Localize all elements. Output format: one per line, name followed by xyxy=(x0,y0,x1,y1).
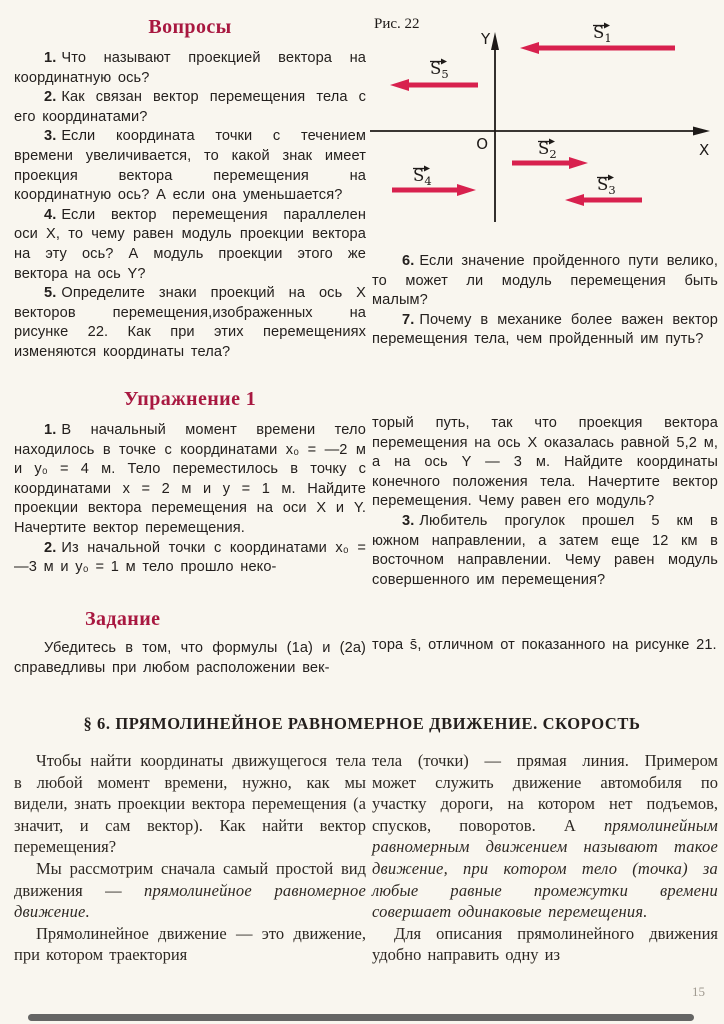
task-text-right: тора s̄, отличном от показанного на рисунке 21. xyxy=(372,637,717,653)
paragraph xyxy=(372,750,718,923)
section-6-heading: § 6. ПРЯМОЛИНЕЙНОЕ РАВНОМЕРНОЕ ДВИЖЕНИЕ. СКОРОСТЬ xyxy=(83,714,641,733)
question-number: 3. xyxy=(44,128,57,145)
question-number: 6. xyxy=(402,253,415,269)
exercise-number: 3. xyxy=(402,512,415,529)
vector-s1-arrowhead-icon xyxy=(520,42,539,54)
paragraph: Прямолинейное движение — это движение, при котором траектория xyxy=(14,923,366,965)
origin-label: O xyxy=(476,135,488,153)
exercise-section-right xyxy=(372,414,718,590)
paragraph xyxy=(14,858,366,923)
vector-label-s1-overarrow-head-icon xyxy=(604,23,610,29)
vector-s5-arrowhead-icon xyxy=(390,79,409,91)
page-bottom-edge xyxy=(28,1014,694,1021)
questions-section xyxy=(14,16,366,363)
exercise-heading: Упражнение 1 xyxy=(123,388,257,410)
figure-22-svg xyxy=(362,8,720,246)
task-heading: Задание xyxy=(85,608,161,630)
task-section xyxy=(14,608,366,678)
exercise-item-2 xyxy=(14,539,366,578)
paragraph-text: Мы рассмотрим сначала самый простой вид движения — xyxy=(14,858,366,900)
question-number: 4. xyxy=(44,206,57,223)
vector-label-s5-overarrow-head-icon xyxy=(441,59,447,65)
figure-caption: Рис. 22 xyxy=(374,16,420,32)
vector-label-s5: $S_5$ xyxy=(430,59,449,81)
question-item-3 xyxy=(14,127,366,205)
vector-s4-arrowhead-icon xyxy=(457,184,476,196)
question-text: Почему в механике более важен вектор перемещения тела, чем пройденный им путь? xyxy=(372,311,718,348)
question-text: Что называют проекцией вектора на координатную ось? xyxy=(14,50,366,86)
task-text-left: Убедитесь в том, что формулы (1а) и (2а) справедливы при любом расположении век- xyxy=(14,640,366,676)
question-item-2 xyxy=(14,88,366,127)
question-number: 5. xyxy=(44,285,57,302)
y-axis-arrowhead-icon xyxy=(491,32,499,50)
paragraph: Чтобы найти координаты движущегося тела в любой момент времени, нужно, как мы видели, знать проекции вектора перемещения (а значит, и сам вектор). Как найти вектор перемещения? xyxy=(14,751,366,857)
vector-label-s4-overarrow-head-icon xyxy=(424,166,430,172)
question-text: Как связан вектор перемещения тела с его координатами? xyxy=(14,89,366,125)
section-6-right-column xyxy=(372,750,718,966)
question-item-1 xyxy=(14,49,366,88)
question-number: 7. xyxy=(402,311,415,328)
exercise-text: Любитель прогулок прошел 5 км в южном направлении, а затем еще 12 км в восточном направлении. Чему равен модуль совершенного им перемещения? xyxy=(372,512,718,588)
questions-section-right xyxy=(372,252,718,350)
vector-label-s2-overarrow-head-icon xyxy=(549,139,555,145)
question-number: 2. xyxy=(44,89,57,106)
exercise-number: 1. xyxy=(44,422,57,438)
exercise-number: 2. xyxy=(44,539,57,556)
question-text: Если значение пройденного пути велико, то может ли модуль перемещения быть малым? xyxy=(372,253,718,309)
vector-label-s4: $S_4$ xyxy=(413,166,432,188)
exercise-continuation: торый путь, так что проекция вектора перемещения на ось X оказалась равной 5,2 м, а на ось Y — 3 м. Найдите координаты конечного положения тела. Начертите вектор перемещения. Чему равен его модуль? xyxy=(372,415,718,510)
question-text: Определите знаки проекций на ось X векторов перемещения,изображенных на рисунке 22. Как при этих перемещениях изменяются координаты тела? xyxy=(14,285,366,360)
exercise-item-3 xyxy=(372,512,718,590)
vector-s3-arrowhead-icon xyxy=(565,194,584,206)
paragraph: Для описания прямолинейного движения удобно направить одну из xyxy=(372,923,718,965)
question-item-7 xyxy=(372,311,718,350)
question-item-5 xyxy=(14,284,366,362)
section-6-left-column xyxy=(14,750,366,966)
x-axis-label: X xyxy=(699,141,710,159)
vector-label-s3: $S_3$ xyxy=(597,175,616,197)
figure-22 xyxy=(362,8,720,246)
x-axis-arrowhead-icon xyxy=(693,127,710,136)
exercise-section xyxy=(14,388,366,578)
questions-heading: Вопросы xyxy=(148,16,232,38)
vector-label-s3-overarrow-head-icon xyxy=(608,175,614,181)
question-text: Если вектор перемещения параллелен оси X, то чему равен модуль проекции вектора на эту ось? А модуль проекции этого же вектора на ось Y? xyxy=(14,206,366,282)
exercise-text: Из начальной точки с координатами x₀ = —3 м и y₀ = 1 м тело прошло неко- xyxy=(14,539,366,576)
task-section-right xyxy=(372,636,718,656)
vector-label-s2: $S_2$ xyxy=(538,139,557,161)
paragraph-text: тела (точки) — прямая линия. Примером может служить движение автомобиля по участку дороги, на котором нет подъемов, спусков, поворотов. А xyxy=(372,751,718,835)
vector-s2-arrowhead-icon xyxy=(569,157,588,169)
question-number: 1. xyxy=(44,50,57,66)
page-number: 15 xyxy=(692,984,705,999)
vector-label-s1: $S_1$ xyxy=(593,23,612,45)
y-axis-label: Y xyxy=(481,30,491,48)
question-item-4 xyxy=(14,206,366,284)
paragraph-italic: прямолинейное равномерное движение. xyxy=(14,880,366,922)
question-text: Если координата точки с течением времени увеличивается, то какой знак имеет проекция вектора перемещения на координатную ось? А если она уменьшается? xyxy=(14,128,366,204)
exercise-text: В начальный момент времени тело находилось в точке с координатами x₀ = —2 м и y₀ = 4 м. Тело переместилось в точку с координатами x = 2 м и y = 1 м. Найдите проекции вектора перемещения на оси X и Y. Начертите вектор перемещения. xyxy=(14,422,366,536)
paragraph-italic: прямолинейным равномерным движением называют такое движение, при котором тело (точка) за любые равные промежутки времени совершает одинаковые перемещения. xyxy=(372,815,718,922)
question-item-6 xyxy=(372,252,718,311)
exercise-item-1 xyxy=(14,421,366,539)
